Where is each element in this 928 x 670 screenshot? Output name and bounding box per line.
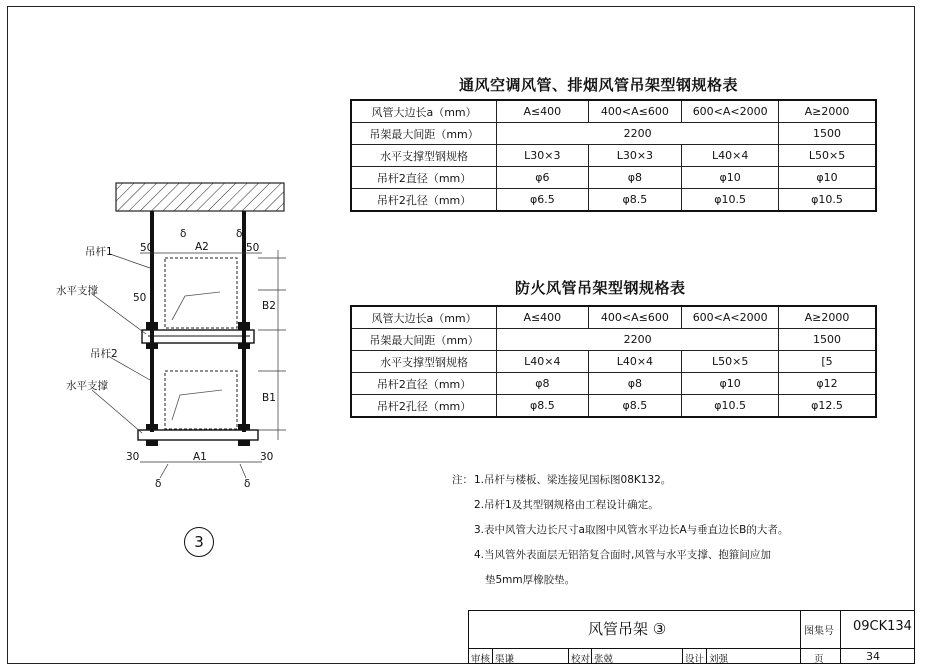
label-rod1: 吊杆1 [85,246,113,258]
note-item: 1.吊杆与楼板、梁连接见国标图08K132。 [474,474,672,486]
table-cell: φ10.5 [682,395,779,418]
dim-30-right: 30 [260,451,274,463]
table-cell: 吊杆2孔径（mm） [351,395,497,418]
table-cell: L40×4 [682,145,779,167]
dim-50-mid: 50 [133,292,147,304]
table-cell: A≤400 [497,100,588,123]
table-cell: 吊架最大间距（mm） [351,123,497,145]
detail-number: 3 [194,533,204,551]
table-row [351,189,876,212]
table-cell: L40×4 [588,351,682,373]
table-cell: 吊杆2直径（mm） [351,167,497,189]
table-cell: A≥2000 [779,306,876,329]
duct-hanger-drawing [0,0,340,500]
table-cell: 400<A≤600 [588,100,682,123]
designer: 刘强 [709,654,729,665]
table-cell: φ8 [588,167,682,189]
table-row [351,373,876,395]
table-row [351,167,876,189]
upper-duct [165,258,237,328]
dim-delta: δ [236,228,243,240]
table-cell: 水平支撑型钢规格 [351,145,497,167]
table-row [351,100,876,123]
atlas-label: 图集号 [804,626,834,637]
table-row [351,123,876,145]
dim-delta: δ [155,478,162,490]
table-cell: 风管大边长a（mm） [351,306,497,329]
spec-table-ventilation [350,99,877,212]
table-cell: φ6.5 [497,189,588,212]
dim-b1: B1 [262,392,276,404]
design-label: 设计 [685,654,705,665]
table-cell: 2200 [497,123,779,145]
table-cell: φ12 [779,373,876,395]
table-cell: φ10 [779,167,876,189]
horizontal-support-lower [138,430,258,440]
table-cell: 2200 [497,329,779,351]
dim-50-left: 50 [140,242,154,254]
label-horizontal-support-2: 水平支撑 [66,380,108,392]
note-item: 4.当风管外表面层无铝箔复合面时,风管与水平支撑、抱箍间应加 [474,549,771,561]
page-number: 34 [866,650,880,663]
table-cell: A≤400 [497,306,588,329]
table-cell: 吊架最大间距（mm） [351,329,497,351]
drawing-name: 风管吊架 ③ [588,620,667,638]
table-cell: φ8 [588,373,682,395]
table-cell: φ8.5 [497,395,588,418]
table-cell: 1500 [779,329,876,351]
table-row [351,306,876,329]
note-item: 2.吊杆1及其型钢规格由工程设计确定。 [474,499,659,511]
table-cell: φ10.5 [779,189,876,212]
note-item: 3.表中风管大边长尺寸a取图中风管水平边长A与垂直边长B的大者。 [474,524,789,536]
table-cell: φ12.5 [779,395,876,418]
table-cell: 水平支撑型钢规格 [351,351,497,373]
check-label: 校对 [571,654,591,665]
spec-table-fireproof [350,305,877,418]
table-cell: 600<A<2000 [682,306,779,329]
table-cell: 1500 [779,123,876,145]
table-cell: L50×5 [682,351,779,373]
table-cell: 吊杆2孔径（mm） [351,189,497,212]
table-cell: L40×4 [497,351,588,373]
table-cell: φ10.5 [682,189,779,212]
dim-50-right: 50 [246,242,260,254]
note-item: 垫5mm厚橡胶垫。 [485,574,576,586]
dim-b2: B2 [262,300,276,312]
table-cell: 400<A≤600 [588,306,682,329]
table-cell: 吊杆2直径（mm） [351,373,497,395]
review-label: 审核 [471,654,491,665]
table-cell: φ8 [497,373,588,395]
notes-label: 注： [452,474,473,486]
dim-a1: A1 [193,451,207,463]
table-row [351,395,876,418]
page-label: 页 [814,654,824,665]
table-cell: L30×3 [588,145,682,167]
table1-title: 通风空调风管、排烟风管吊架型钢规格表 [459,76,739,94]
table-cell: φ10 [682,167,779,189]
floor-slab [116,183,284,211]
dim-a2: A2 [195,241,209,253]
lower-duct [165,371,237,429]
table-row [351,351,876,373]
table-cell: [5 [779,351,876,373]
dim-30-left: 30 [126,451,140,463]
label-horizontal-support-1: 水平支撑 [56,285,98,297]
table-cell: φ8.5 [588,189,682,212]
table-cell: A≥2000 [779,100,876,123]
table-row [351,329,876,351]
detail-number-circle [184,527,214,557]
title-block [468,610,915,664]
label-rod2: 吊杆2 [90,348,118,360]
table-row [351,145,876,167]
table-cell: 600<A<2000 [682,100,779,123]
checker: 张兢 [594,654,614,665]
reviewer: 渠谦 [495,654,515,665]
table-cell: φ10 [682,373,779,395]
table-cell: L30×3 [497,145,588,167]
table2-title: 防火风管吊架型钢规格表 [515,279,686,297]
table-cell: φ8.5 [588,395,682,418]
atlas-number: 09CK134 [853,619,912,634]
dim-delta: δ [244,478,251,490]
table-cell: 风管大边长a（mm） [351,100,497,123]
table-cell: φ6 [497,167,588,189]
dim-delta: δ [180,228,187,240]
table-cell: L50×5 [779,145,876,167]
